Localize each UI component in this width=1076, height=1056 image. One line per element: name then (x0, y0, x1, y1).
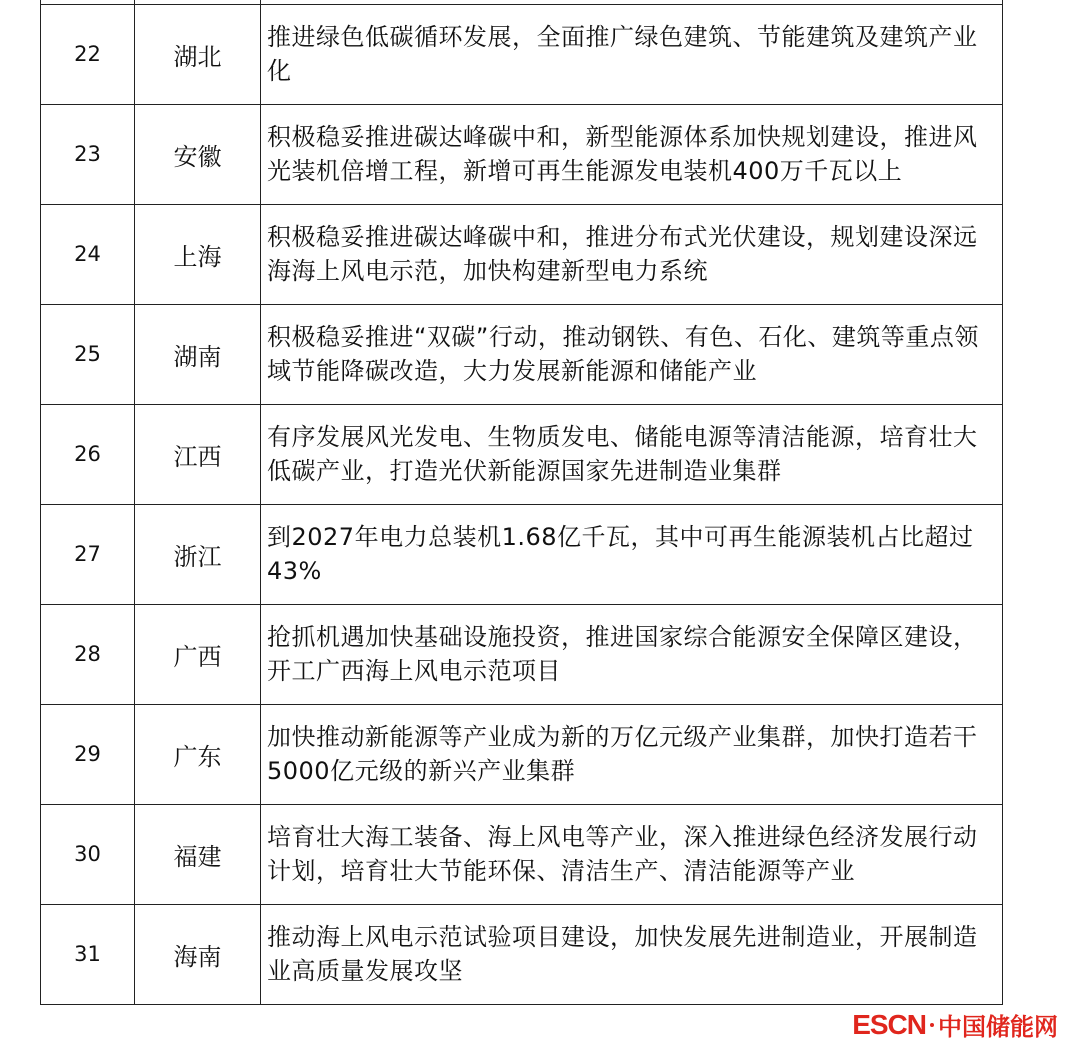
table-row (41, 204, 1003, 304)
table-row (41, 704, 1003, 804)
row-number: 22 (41, 4, 135, 104)
row-number: 27 (41, 504, 135, 604)
table-row (41, 804, 1003, 904)
row-policy-text: 抢抓机遇加快基础设施投资，推进国家综合能源安全保障区建设，开工广西海上风电示范项目 (261, 604, 1003, 704)
table-row (41, 304, 1003, 404)
table-row (41, 104, 1003, 204)
row-province: 上海 (135, 204, 261, 304)
row-policy-text: 加快推动新能源等产业成为新的万亿元级产业集群，加快打造若干5000亿元级的新兴产业集群 (261, 704, 1003, 804)
row-number: 23 (41, 104, 135, 204)
row-province: 安徽 (135, 104, 261, 204)
row-policy-text: 积极稳妥推进碳达峰碳中和，推进分布式光伏建设，规划建设深远海海上风电示范，加快构建新型电力系统 (261, 204, 1003, 304)
watermark-site-name: 中国储能网 (938, 1013, 1058, 1041)
table-row (41, 904, 1003, 1004)
row-number: 31 (41, 904, 135, 1004)
row-policy-text: 培育壮大海工装备、海上风电等产业，深入推进绿色经济发展行动计划，培育壮大节能环保、清洁生产、清洁能源等产业 (261, 804, 1003, 904)
row-number: 29 (41, 704, 135, 804)
policy-table (40, 0, 1003, 1005)
row-number: 24 (41, 204, 135, 304)
table-row (41, 504, 1003, 604)
row-number: 28 (41, 604, 135, 704)
row-number: 25 (41, 304, 135, 404)
watermark-dot-icon (930, 1023, 934, 1027)
row-province: 福建 (135, 804, 261, 904)
watermark-brand: ESCN (852, 1008, 926, 1040)
row-policy-text: 积极稳妥推进碳达峰碳中和，新型能源体系加快规划建设，推进风光装机倍增工程，新增可再生能源发电装机400万千瓦以上 (261, 104, 1003, 204)
row-province: 广西 (135, 604, 261, 704)
table-row (41, 4, 1003, 104)
table-row (41, 604, 1003, 704)
row-province: 浙江 (135, 504, 261, 604)
row-policy-text: 推动海上风电示范试验项目建设，加快发展先进制造业，开展制造业高质量发展攻坚 (261, 904, 1003, 1004)
row-policy-text: 到2027年电力总装机1.68亿千瓦，其中可再生能源装机占比超过43% (261, 504, 1003, 604)
row-province: 湖北 (135, 4, 261, 104)
table-row (41, 404, 1003, 504)
row-policy-text: 推进绿色低碳循环发展，全面推广绿色建筑、节能建筑及建筑产业化 (261, 4, 1003, 104)
row-number: 30 (41, 804, 135, 904)
row-number: 26 (41, 404, 135, 504)
watermark-logo (852, 1007, 1058, 1042)
row-policy-text: 积极稳妥推进“双碳”行动，推动钢铁、有色、石化、建筑等重点领域节能降碳改造，大力发展新能源和储能产业 (261, 304, 1003, 404)
row-province: 海南 (135, 904, 261, 1004)
row-province: 湖南 (135, 304, 261, 404)
table-body (41, 0, 1003, 1004)
row-policy-text: 有序发展风光发电、生物质发电、储能电源等清洁能源，培育壮大低碳产业，打造光伏新能源国家先进制造业集群 (261, 404, 1003, 504)
row-province: 广东 (135, 704, 261, 804)
row-province: 江西 (135, 404, 261, 504)
